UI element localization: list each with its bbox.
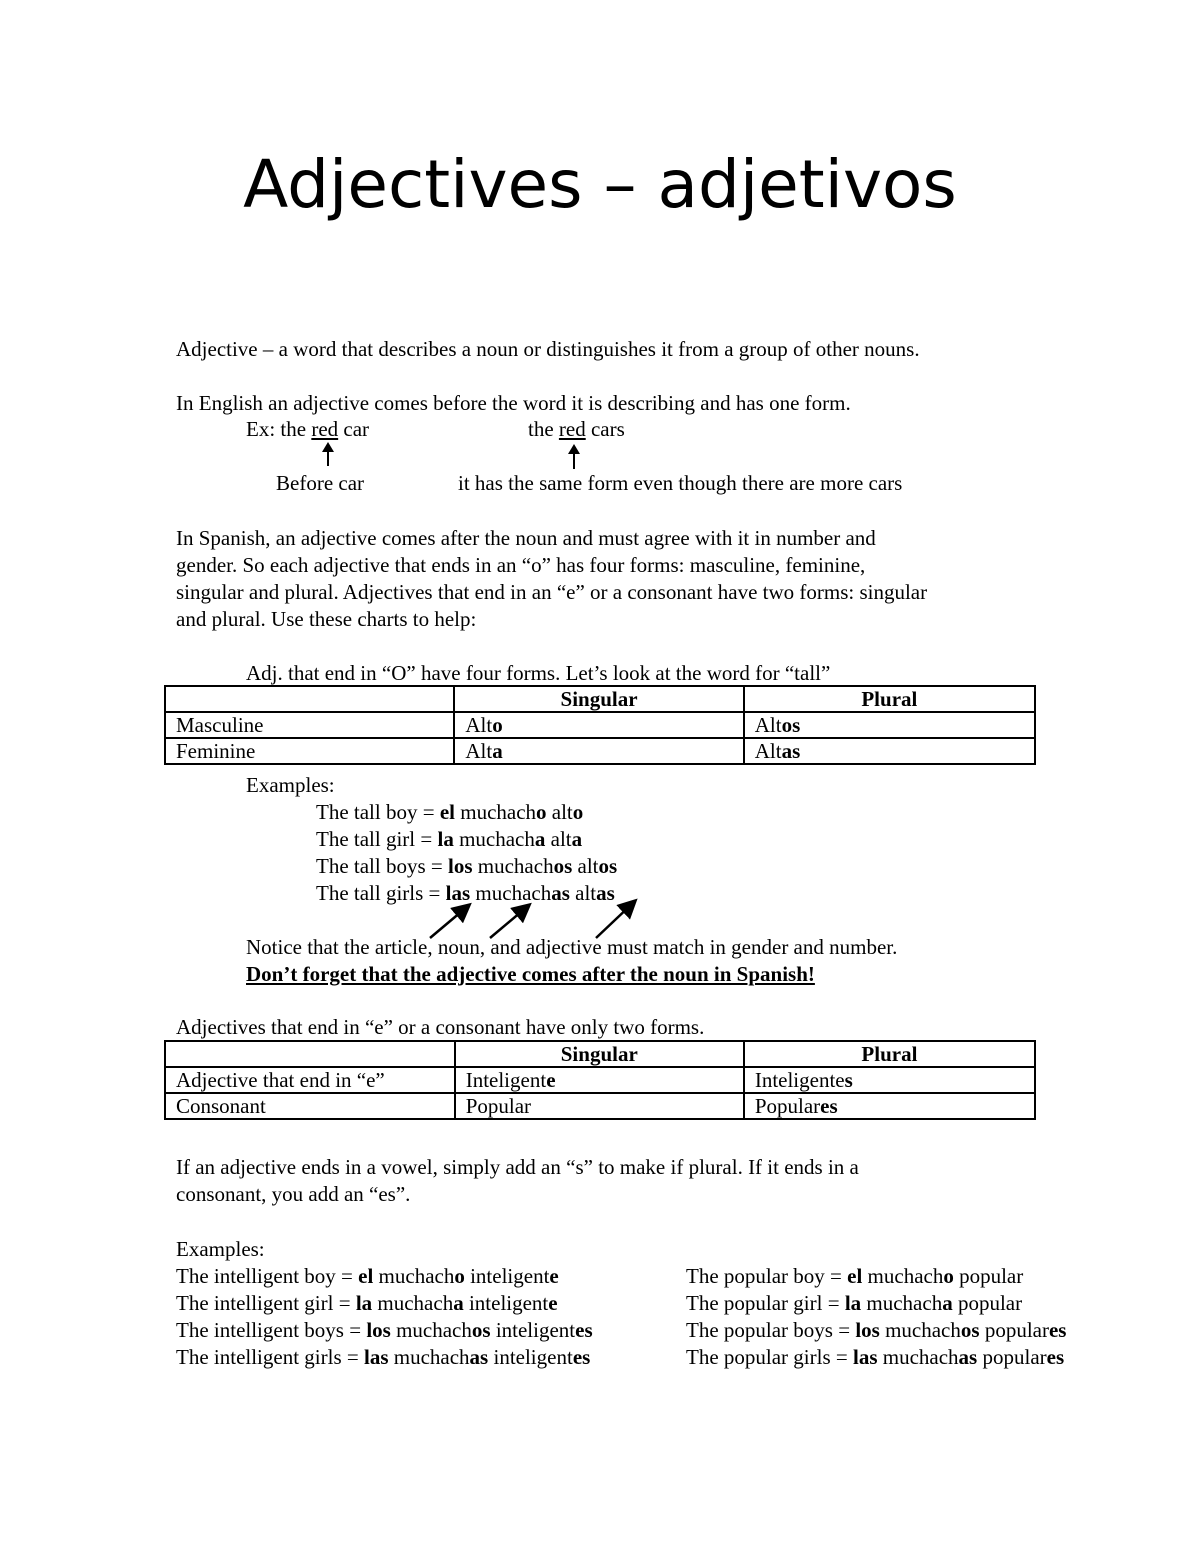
example-noun: car <box>338 417 370 441</box>
word-stem: Alt <box>465 713 493 737</box>
word-ending: s <box>844 1068 853 1092</box>
word-ending: es <box>820 1094 838 1118</box>
definition-text: Adjective – a word that describes a noun or distinguishes it from a group of other nouns. <box>176 337 920 361</box>
example-line: The intelligent boys = los muchachos inteligentes <box>176 1318 593 1342</box>
example-line: The tall boy = el muchacho alto <box>316 800 584 824</box>
word-ending: a <box>492 739 503 763</box>
underlined-adjective: red <box>311 417 339 441</box>
notice-text: Notice that the article, noun, and adjective must match in gender and number. <box>246 935 898 959</box>
word-stem: Alt <box>754 713 782 737</box>
underlined-adjective: red <box>558 417 586 441</box>
plural-rule-line-1: If an adjective ends in a vowel, simply add an “s” to make if plural. If it ends in a <box>176 1155 859 1179</box>
word-stem: Alt <box>754 739 782 763</box>
table2-caption: Adjectives that end in “e” or a consonant have only two forms. <box>176 1015 705 1039</box>
examples-label: Examples: <box>176 1237 265 1261</box>
up-arrow-icon <box>568 444 580 469</box>
up-arrow-icon <box>322 442 334 466</box>
word-stem: Popular <box>754 1094 821 1118</box>
word-stem: Inteligente <box>754 1068 845 1092</box>
spanish-intro-line-3: singular and plural. Adjectives that end in an “e” or a consonant have two forms: singular <box>176 580 928 604</box>
spanish-intro-line-4: and plural. Use these charts to help: <box>176 607 477 631</box>
word-ending: os <box>781 713 801 737</box>
table-header-cell: Singular <box>454 686 743 712</box>
table1-caption: Adj. that end in “O” have four forms. Let’s look at the word for “tall” <box>246 661 831 685</box>
example-line: The popular boys = los muchachos populares <box>686 1318 1067 1342</box>
diagonal-arrow-icon <box>490 906 528 938</box>
diagonal-arrow-icon <box>430 906 468 938</box>
example-line: The intelligent boy = el muchacho inteligente <box>176 1264 559 1288</box>
example-article: the <box>528 417 559 441</box>
example-line: The intelligent girl = la muchacha inteligente <box>176 1291 558 1315</box>
word-stem: Popular <box>465 1094 532 1118</box>
example-noun-plural: cars <box>585 417 625 441</box>
row-label: Adjective that end in “e” <box>165 1067 455 1093</box>
examples-label: Examples: <box>246 773 335 797</box>
same-form-note: it has the same form even though there are more cars <box>458 471 903 495</box>
table-header-cell: Plural <box>744 686 1035 712</box>
word-ending: e <box>546 1068 556 1092</box>
word-stem: Alt <box>465 739 493 763</box>
example-line: The tall girls = las muchachas altas <box>316 881 615 905</box>
spanish-intro-line-2: gender. So each adjective that ends in an “o” has four forms: masculine, feminine, <box>176 553 866 577</box>
diagonal-arrow-icon <box>596 902 634 938</box>
table-header-cell: Singular <box>455 1041 744 1067</box>
example-line: The tall girl = la muchacha alta <box>316 827 583 851</box>
example-line: The intelligent girls = las muchachas inteligentes <box>176 1345 591 1369</box>
example-line: The tall boys = los muchachos altos <box>316 854 618 878</box>
word-stem: Inteligent <box>465 1068 547 1092</box>
plural-rule-line-2: consonant, you add an “es”. <box>176 1182 411 1206</box>
spanish-intro-line-1: In Spanish, an adjective comes after the noun and must agree with it in number and <box>176 526 876 550</box>
row-label: Masculine <box>165 712 454 738</box>
row-label: Consonant <box>165 1093 455 1119</box>
dont-forget-note: Don’t forget that the adjective comes after the noun in Spanish! <box>246 962 815 986</box>
word-ending: o <box>492 713 503 737</box>
row-label: Feminine <box>165 738 454 764</box>
page-title: Adjectives – adjetivos <box>243 146 957 223</box>
before-car-note: Before car <box>276 471 365 495</box>
example-prefix: Ex: the <box>246 417 312 441</box>
example-line: The popular boy = el muchacho popular <box>686 1264 1024 1288</box>
table-header-cell: Plural <box>744 1041 1035 1067</box>
example-line: The popular girl = la muchacha popular <box>686 1291 1023 1315</box>
example-line: The popular girls = las muchachas populares <box>686 1345 1065 1369</box>
word-ending: as <box>781 739 801 763</box>
english-intro-text: In English an adjective comes before the word it is describing and has one form. <box>176 391 851 415</box>
